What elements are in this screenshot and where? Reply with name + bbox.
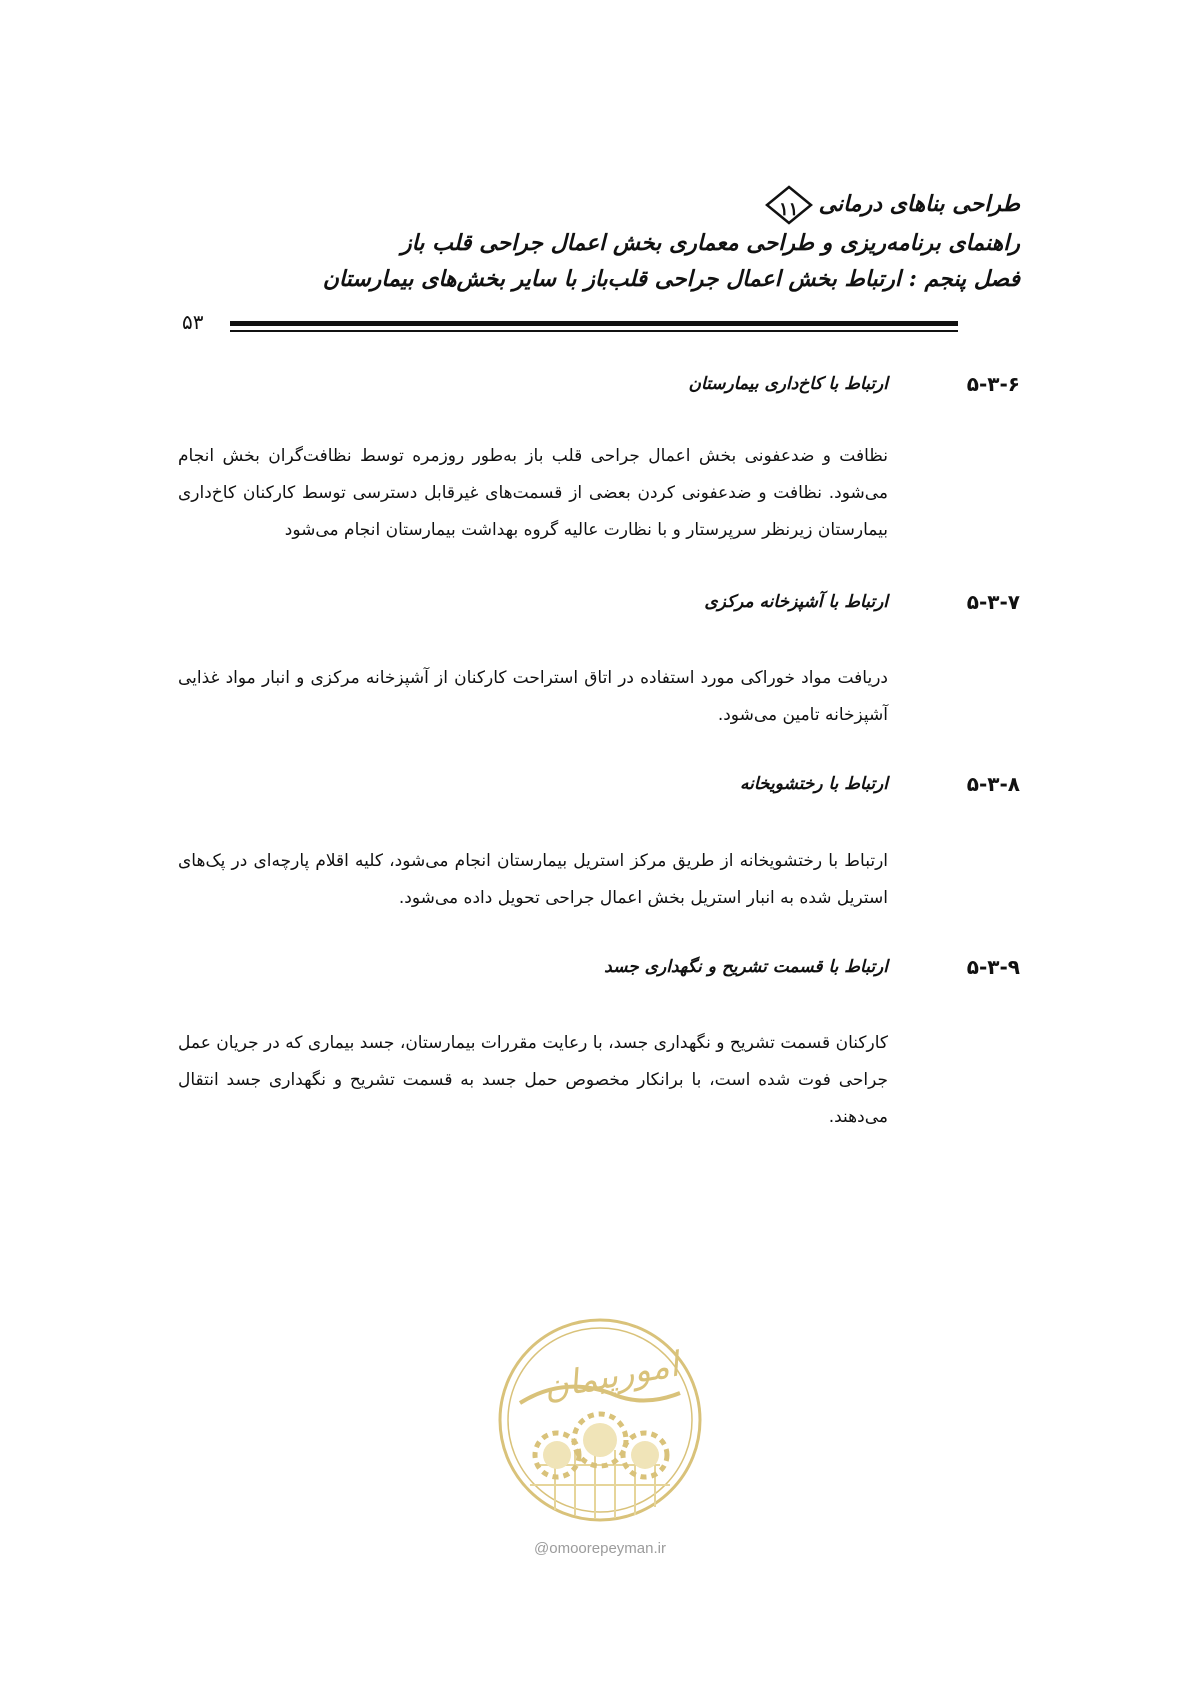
section-title: ارتباط با قسمت تشریح و نگهداری جسد <box>604 957 888 977</box>
section-paragraph: ارتباط با رختشویخانه از طریق مرکز استریل بیمارستان انجام می‌شود، کلیه اقلام پارچه‌ای در پک‌های استریل شده به انبار استریل بخش اعمال جراحی تحویل داده می‌شود. <box>178 851 888 908</box>
watermark-site <box>480 1540 720 1557</box>
series-number-badge <box>765 185 813 225</box>
header-guide-title: راهنمای برنامه‌ریزی و طراحی معماری بخش اعمال جراحی قلب باز <box>401 230 1020 256</box>
header-rule-thick <box>230 321 958 326</box>
section-paragraph: دریافت مواد خوراکی مورد استفاده در اتاق استراحت کارکنان از آشپزخانه مرکزی و انبار مواد غذایی آشپزخانه تامین می‌شود. <box>178 668 888 725</box>
series-title: طراحی بناهای درمانی <box>818 191 1020 217</box>
section-number: ۵-۳-۸ <box>966 772 1020 796</box>
at-icon: @ <box>534 1540 550 1557</box>
section-title: ارتباط با کاخ‌داری بیمارستان <box>688 374 888 394</box>
section-number: ۵-۳-۶ <box>966 372 1020 396</box>
section-title: ارتباط با آشپزخانه مرکزی <box>704 592 888 612</box>
seal-icon <box>495 1315 705 1525</box>
header-chapter-title: فصل پنجم : ارتباط بخش اعمال جراحی قلب‌باز با سایر بخش‌های بیمارستان <box>322 266 1020 292</box>
section-paragraph: کارکنان قسمت تشریح و نگهداری جسد، با رعایت مقررات بیمارستان، جسد بیماری که در جریان عمل جراحی فوت شده است، با برانکار مخصوص حمل جسد به قسمت تشریح و نگهداری جسد انتقال می‌دهند. <box>178 1033 888 1127</box>
header-rule-thin <box>230 330 958 332</box>
header-series-line <box>120 185 1020 225</box>
page-header <box>120 185 1020 297</box>
section-number: ۵-۳-۹ <box>966 955 1020 979</box>
page-number: ۵۳ <box>182 310 204 334</box>
watermark-logo <box>495 1315 705 1525</box>
series-number: ۱۱ <box>778 199 799 220</box>
watermark-site-text: omoorepeyman.ir <box>549 1540 666 1557</box>
section-title: ارتباط با رختشویخانه <box>740 774 888 794</box>
section-paragraph: نظافت و ضدعفونی بخش اعمال جراحی قلب باز به‌طور روزمره توسط نظافت‌گران بخش انجام می‌شود. نظافت و ضدعفونی کردن بعضی از قسمت‌های غیرقابل دسترسی توسط کارکنان کاخ‌داری بیمارستان زیرنظر سرپرستار و با نظارت عالیه گروه بهداشت بیمارستان انجام می‌شود <box>178 446 888 540</box>
logo-lettering: امورپیمان <box>540 1344 682 1408</box>
section-number: ۵-۳-۷ <box>966 590 1020 614</box>
